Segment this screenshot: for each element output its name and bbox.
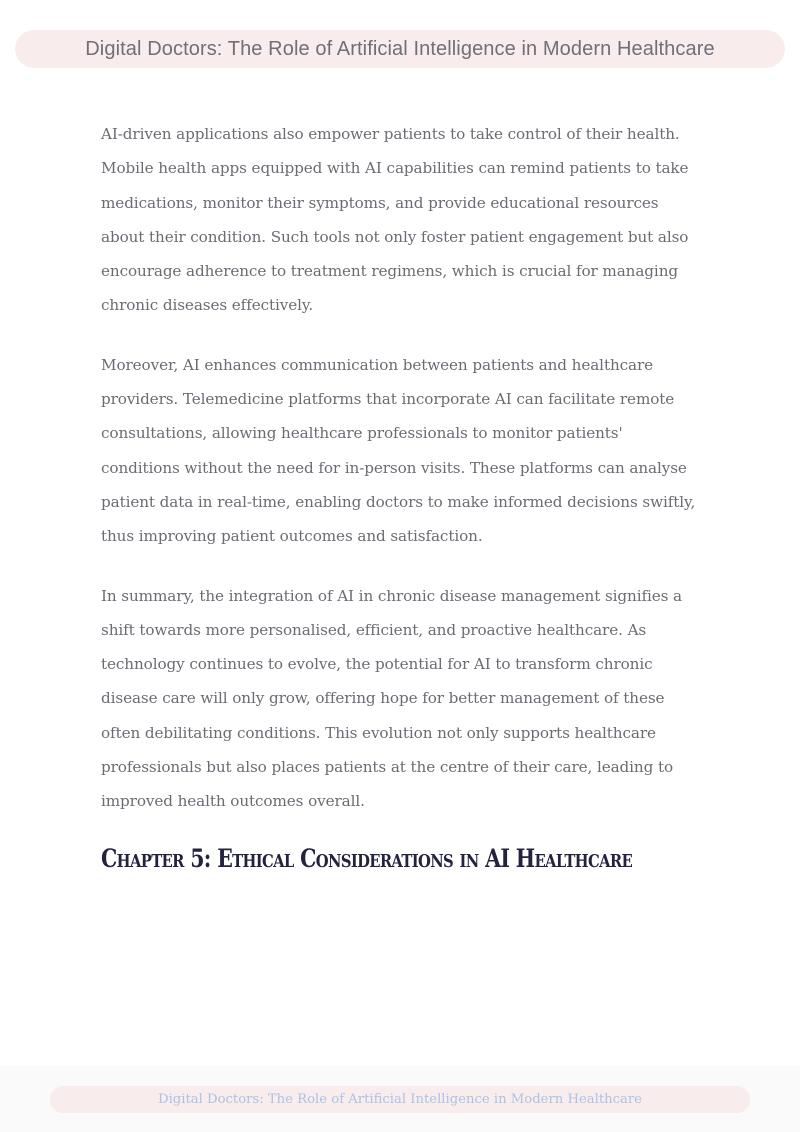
footer-bar <box>50 1086 750 1113</box>
footer-title: Digital Doctors: The Role of Artificial Intelligence in Modern Healthcare <box>158 1092 642 1107</box>
body-paragraph: In summary, the integration of AI in chronic disease management signifies a shift towards more personalised, efficient, and proactive healthcare. As technology continues to evolve, the potential for AI to transform chronic disease care will only grow, offering hope for better management of these often debilitating conditions. This evolution not only supports healthcare professionals but also places patients at the centre of their care, leading to improved health outcomes overall. <box>101 586 682 811</box>
header-title: Digital Doctors: The Role of Artificial Intelligence in Modern Healthcare <box>85 37 715 60</box>
page-header <box>15 30 785 68</box>
page-content <box>101 117 701 873</box>
body-paragraph: Moreover, AI enhances communication between patients and healthcare providers. Telemedicine platforms that incorporate AI can facilitate remote consultations, allowing healthcare professionals to monitor patients' conditions without the need for in-person visits. These platforms can analyse patient data in real-time, enabling doctors to make informed decisions swiftly, thus improving patient outcomes and satisfaction. <box>101 355 696 546</box>
chapter-heading: Chapter 5: Ethical Considerations in AI Healthcare <box>101 843 633 873</box>
body-paragraph: AI-driven applications also empower patients to take control of their health. Mobile health apps equipped with AI capabilities can remind patients to take medications, monitor their symptoms, and provide educational resources about their condition. Such tools not only foster patient engagement but also encourage adherence to treatment regimens, which is crucial for managing chronic diseases effectively. <box>101 125 689 315</box>
